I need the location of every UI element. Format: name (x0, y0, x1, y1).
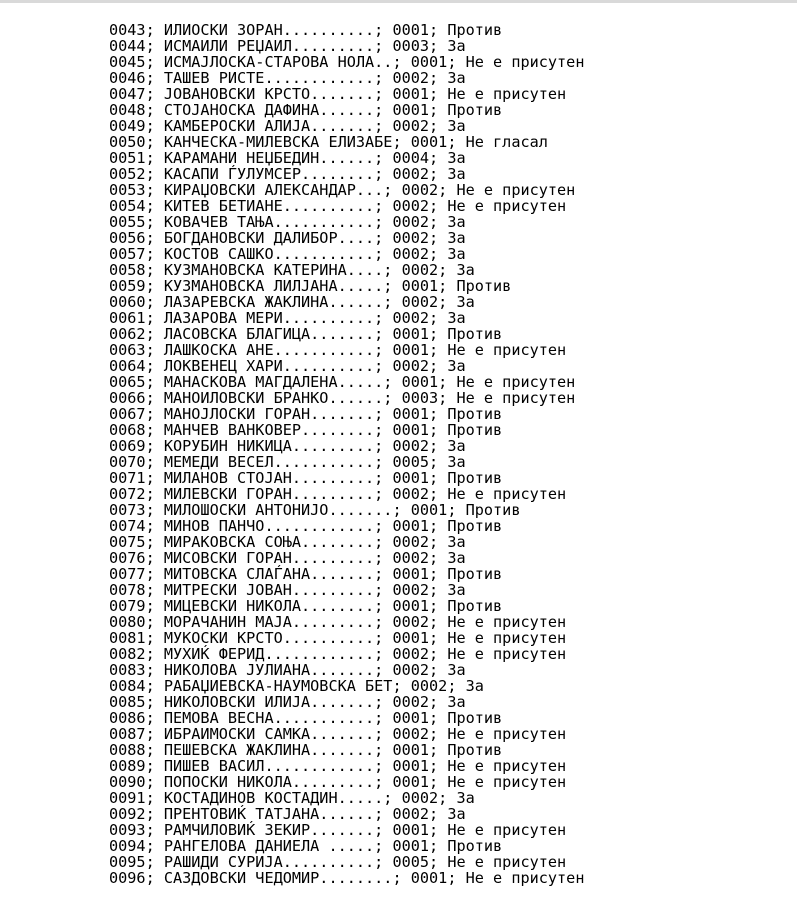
vote-record-row: 0084; РАБАЏИЕВСКА-НАУМОВСКА БЕТ; 0002; За (109, 677, 484, 695)
vote-record-row: 0070; МЕМЕДИ ВЕСЕЛ...........; 0005; За (109, 453, 466, 471)
vote-record-row: 0072; МИЛЕВСКИ ГОРАН.........; 0002; Не е присутен (109, 485, 567, 503)
vote-record-row: 0091; КОСТАДИНОВ КОСТАДИН.....; 0002; За (109, 789, 475, 807)
vote-record-row: 0044; ИСМАИЛИ РЕЏАИЛ.........; 0003; За (109, 37, 466, 55)
vote-record-row: 0081; МУКОСКИ КРСТО..........; 0001; Не е присутен (109, 629, 567, 647)
vote-record-row: 0075; МИРАКОВСКА СОЊА........; 0002; За (109, 533, 466, 551)
vote-record-row: 0089; ПИШЕВ ВАСИЛ............; 0001; Не е присутен (109, 757, 567, 775)
vote-record-row: 0096; САЗДОВСКИ ЧЕДОМИР........; 0001; Не е присутен (109, 869, 585, 887)
vote-record-row: 0045; ИСМАЈЛОСКА-СТАРОВА НОЛА..; 0001; Не е присутен (109, 53, 585, 71)
vote-record-row: 0047; ЈОВАНОВСКИ КРСТО.......; 0001; Не е присутен (109, 85, 567, 103)
vote-record-row: 0063; ЛАШКОСКА АНЕ...........; 0001; Не е присутен (109, 341, 567, 359)
vote-record-row: 0057; КОСТОВ САШКО...........; 0002; За (109, 245, 466, 263)
vote-record-row: 0073; МИЛОШОСКИ АНТОНИЈО.......; 0001; Против (109, 501, 521, 519)
vote-record-row: 0051; КАРАМАНИ НЕЏБЕДИН......; 0004; За (109, 149, 466, 167)
vote-record-row: 0043; ИЛИОСКИ ЗОРАН..........; 0001; Против (109, 21, 503, 39)
vote-record-row: 0079; МИЦЕВСКИ НИКОЛА........; 0001; Против (109, 597, 503, 615)
vote-record-row: 0059; КУЗМАНОВСКА ЛИЛЈАНА.....; 0001; Против (109, 277, 512, 295)
vote-record-row: 0049; КАМБЕРОСКИ АЛИЈА.......; 0002; За (109, 117, 466, 135)
vote-record-row: 0086; ПЕМОВА ВЕСНА...........; 0001; Против (109, 709, 503, 727)
vote-record-list (109, 22, 584, 886)
vote-record-row: 0060; ЛАЗАРЕВСКА ЖАКЛИНА......; 0002; За (109, 293, 475, 311)
vote-record-row: 0066; МАНОИЛОВСКИ БРАНКО......; 0003; Не е присутен (109, 389, 576, 407)
vote-record-row: 0082; МУХИЌ ФЕРИД............; 0002; Не е присутен (109, 645, 567, 663)
vote-record-row: 0055; КОВАЧЕВ ТАЊА...........; 0002; За (109, 213, 466, 231)
vote-record-row: 0088; ПЕШЕВСКА ЖАКЛИНА.......; 0001; Против (109, 741, 503, 759)
vote-record-row: 0093; РАМЧИЛОВИЌ ЗЕКИР.......; 0001; Не е присутен (109, 821, 567, 839)
vote-record-row: 0092; ПРЕНТОВИЌ ТАТЈАНА......; 0002; За (109, 805, 466, 823)
vote-record-row: 0094; РАНГЕЛОВА ДАНИЕЛА .....; 0001; Против (109, 837, 503, 855)
vote-record-row: 0087; ИБРАИМОСКИ САМКА.......; 0002; Не е присутен (109, 725, 567, 743)
vote-record-row: 0067; МАНОЈЛОСКИ ГОРАН.......; 0001; Против (109, 405, 503, 423)
vote-record-row: 0080; МОРАЧАНИН МАЈА.........; 0002; Не е присутен (109, 613, 567, 631)
vote-record-row: 0078; МИТРЕСКИ ЈОВАН.........; 0002; За (109, 581, 466, 599)
vote-record-row: 0065; МАНАСКОВА МАГДАЛЕНА.....; 0001; Не е присутен (109, 373, 576, 391)
vote-record-row: 0068; МАНЧЕВ ВАНКОВЕР........; 0001; Против (109, 421, 503, 439)
vote-record-row: 0076; МИСОВСКИ ГОРАН.........; 0002; За (109, 549, 466, 567)
vote-record-row: 0074; МИНОВ ПАНЧО............; 0001; Против (109, 517, 503, 535)
vote-record-row: 0058; КУЗМАНОВСКА КАТЕРИНА....; 0002; За (109, 261, 475, 279)
vote-record-row: 0062; ЛАСОВСКА БЛАГИЦА.......; 0001; Против (109, 325, 503, 343)
vote-record-row: 0050; КАНЧЕСКА-МИЛЕВСКА ЕЛИЗАБЕ; 0001; Не гласал (109, 133, 548, 151)
vote-record-row: 0069; КОРУБИН НИКИЦА.........; 0002; За (109, 437, 466, 455)
vote-record-row: 0064; ЛОКВЕНЕЦ ХАРИ..........; 0002; За (109, 357, 466, 375)
vote-record-row: 0056; БОГДАНОВСКИ ДАЛИБОР....; 0002; За (109, 229, 466, 247)
vote-record-row: 0085; НИКОЛОВСКИ ИЛИЈА.......; 0002; За (109, 693, 466, 711)
vote-record-row: 0083; НИКОЛОВА ЈУЛИАНА.......; 0002; За (109, 661, 466, 679)
vote-record-row: 0090; ПОПОСКИ НИКОЛА.........; 0001; Не е присутен (109, 773, 567, 791)
top-border (0, 0, 797, 3)
vote-record-row: 0048; СТОЈАНОСКА ДАФИНА......; 0001; Против (109, 101, 503, 119)
vote-record-row: 0052; КАСАПИ ЃУЛУМСЕР........; 0002; За (109, 165, 466, 183)
vote-record-row: 0053; КИРАЏОВСКИ АЛЕКСАНДАР...; 0002; Не е присутен (109, 181, 576, 199)
vote-record-row: 0095; РАШИДИ СУРИЈА..........; 0005; Не е присутен (109, 853, 567, 871)
vote-record-row: 0061; ЛАЗАРОВА МЕРИ..........; 0002; За (109, 309, 466, 327)
vote-record-row: 0054; КИТЕВ БЕТИАНЕ..........; 0002; Не е присутен (109, 197, 567, 215)
vote-record-row: 0077; МИТОВСКА СЛАЃАНА.......; 0001; Против (109, 565, 503, 583)
vote-record-row: 0046; ТАШЕВ РИСТЕ............; 0002; За (109, 69, 466, 87)
vote-record-row: 0071; МИЛАНОВ СТОЈАН.........; 0001; Против (109, 469, 503, 487)
